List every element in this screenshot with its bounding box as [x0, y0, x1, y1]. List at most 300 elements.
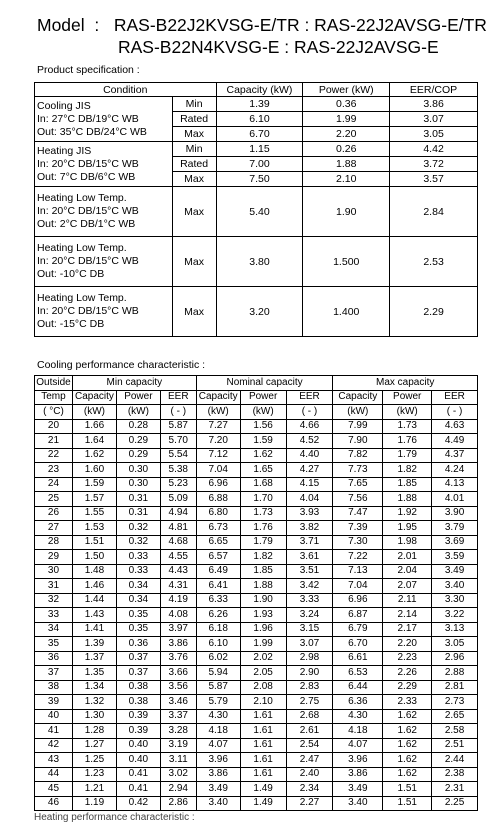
perf-value-cell: 0.39: [116, 724, 160, 739]
perf-value-cell: 5.94: [196, 666, 240, 681]
perf-group-header-row: [35, 376, 478, 391]
perf-value-cell: 3.79: [432, 521, 478, 536]
perf-value-cell: 3.24: [286, 608, 333, 623]
perf-value-cell: 3.86: [160, 637, 196, 652]
perf-sub-header: EER: [432, 390, 478, 405]
perf-value-cell: 4.01: [432, 492, 478, 507]
perf-value-cell: 3.46: [160, 695, 196, 710]
perf-title: Cooling performance characteristic :: [37, 359, 206, 371]
perf-value-cell: 7.20: [196, 434, 240, 449]
perf-value-cell: 0.34: [116, 579, 160, 594]
perf-value-cell: 2.27: [286, 796, 333, 811]
perf-value-cell: 1.48: [72, 564, 116, 579]
spec-value-cell: 1.99: [303, 112, 390, 127]
perf-value-cell: 1.61: [240, 753, 286, 768]
perf-value-cell: 7.12: [196, 448, 240, 463]
perf-value-cell: 7.04: [333, 579, 383, 594]
perf-value-cell: 5.09: [160, 492, 196, 507]
spec-condition-line: Cooling JIS: [37, 99, 91, 112]
perf-value-cell: 7.04: [196, 463, 240, 478]
perf-value-cell: 3.71: [286, 535, 333, 550]
perf-value-cell: 6.80: [196, 506, 240, 521]
perf-value-cell: 0.39: [116, 709, 160, 724]
perf-value-cell: 1.64: [72, 434, 116, 449]
perf-value-cell: 2.65: [432, 709, 478, 724]
perf-value-cell: 4.52: [286, 434, 333, 449]
perf-value-cell: 1.73: [383, 419, 432, 434]
perf-value-cell: 1.55: [72, 506, 116, 521]
perf-value-cell: 3.59: [432, 550, 478, 565]
spec-value-cell: 1.500: [303, 237, 390, 287]
spec-condition-line: Out: 2°C DB/1°C WB: [37, 218, 136, 230]
spec-value-cell: 2.20: [303, 127, 390, 142]
perf-value-cell: 3.02: [160, 767, 196, 782]
perf-value-cell: 4.18: [196, 724, 240, 739]
spec-level-cell: Max: [172, 287, 216, 337]
perf-value-cell: 1.41: [72, 622, 116, 637]
perf-row: [35, 506, 478, 521]
spec-value-cell: 3.20: [216, 287, 303, 337]
perf-value-cell: 1.19: [72, 796, 116, 811]
perf-temp-cell: 21: [35, 434, 73, 449]
perf-value-cell: 7.13: [333, 564, 383, 579]
perf-group-header: Outside: [35, 376, 73, 391]
perf-value-cell: 4.15: [286, 477, 333, 492]
perf-value-cell: 3.51: [286, 564, 333, 579]
spec-level-cell: Max: [172, 172, 216, 187]
perf-sub-header: Capacity: [72, 390, 116, 405]
spec-condition-line: Out: 35°C DB/24°C WB: [37, 125, 147, 138]
perf-value-cell: 1.79: [383, 448, 432, 463]
perf-value-cell: 4.68: [160, 535, 196, 550]
perf-value-cell: 1.61: [240, 738, 286, 753]
perf-value-cell: 2.94: [160, 782, 196, 797]
perf-value-cell: 1.49: [240, 782, 286, 797]
perf-value-cell: 1.51: [383, 796, 432, 811]
spec-value-cell: 6.70: [216, 127, 303, 142]
perf-value-cell: 2.29: [383, 680, 432, 695]
perf-value-cell: 0.35: [116, 622, 160, 637]
perf-value-cell: 0.33: [116, 564, 160, 579]
perf-value-cell: 2.02: [240, 651, 286, 666]
spec-value-cell: 4.42: [390, 142, 478, 157]
perf-temp-cell: 38: [35, 680, 73, 695]
perf-table: [34, 375, 478, 811]
perf-value-cell: 1.25: [72, 753, 116, 768]
perf-value-cell: 4.40: [286, 448, 333, 463]
perf-value-cell: 2.14: [383, 608, 432, 623]
perf-value-cell: 6.61: [333, 651, 383, 666]
perf-value-cell: 7.27: [196, 419, 240, 434]
spec-condition-line: In: 20°C DB/15°C WB: [37, 157, 139, 170]
perf-value-cell: 2.26: [383, 666, 432, 681]
perf-value-cell: 2.25: [432, 796, 478, 811]
perf-row: [35, 738, 478, 753]
perf-unit-header: ( - ): [432, 405, 478, 420]
perf-sub-header-row: [35, 390, 478, 405]
perf-value-cell: 3.19: [160, 738, 196, 753]
spec-value-cell: 5.40: [216, 187, 303, 237]
perf-value-cell: 1.90: [240, 593, 286, 608]
spec-value-cell: 7.50: [216, 172, 303, 187]
perf-value-cell: 1.43: [72, 608, 116, 623]
perf-value-cell: 5.70: [160, 434, 196, 449]
perf-row: [35, 622, 478, 637]
perf-value-cell: 6.44: [333, 680, 383, 695]
perf-unit-header: (kW): [383, 405, 432, 420]
spec-row: [35, 142, 478, 157]
spec-header-cell: EER/COP: [390, 83, 478, 97]
perf-value-cell: 0.32: [116, 521, 160, 536]
perf-row: [35, 521, 478, 536]
perf-value-cell: 3.37: [160, 709, 196, 724]
perf-value-cell: 1.88: [383, 492, 432, 507]
perf-temp-cell: 42: [35, 738, 73, 753]
perf-value-cell: 2.10: [240, 695, 286, 710]
perf-row: [35, 535, 478, 550]
spec-level-cell: Max: [172, 127, 216, 142]
perf-value-cell: 5.54: [160, 448, 196, 463]
perf-value-cell: 0.31: [116, 506, 160, 521]
perf-value-cell: 3.76: [160, 651, 196, 666]
perf-temp-cell: 33: [35, 608, 73, 623]
perf-value-cell: 1.79: [240, 535, 286, 550]
perf-temp-cell: 27: [35, 521, 73, 536]
perf-value-cell: 3.96: [333, 753, 383, 768]
perf-value-cell: 2.88: [432, 666, 478, 681]
perf-value-cell: 1.51: [383, 782, 432, 797]
perf-value-cell: 1.21: [72, 782, 116, 797]
perf-value-cell: 1.57: [72, 492, 116, 507]
perf-value-cell: 1.62: [383, 724, 432, 739]
perf-value-cell: 1.62: [240, 448, 286, 463]
perf-value-cell: 6.87: [333, 608, 383, 623]
perf-unit-header: (kW): [72, 405, 116, 420]
perf-value-cell: 1.28: [72, 724, 116, 739]
perf-value-cell: 0.40: [116, 753, 160, 768]
perf-value-cell: 2.86: [160, 796, 196, 811]
perf-value-cell: 0.41: [116, 767, 160, 782]
perf-value-cell: 2.61: [286, 724, 333, 739]
perf-value-cell: 4.27: [286, 463, 333, 478]
perf-value-cell: 2.75: [286, 695, 333, 710]
perf-value-cell: 3.82: [286, 521, 333, 536]
perf-value-cell: 4.30: [196, 709, 240, 724]
perf-value-cell: 3.22: [432, 608, 478, 623]
perf-temp-cell: 46: [35, 796, 73, 811]
spec-condition-line: Out: 7°C DB/6°C WB: [37, 170, 136, 183]
perf-temp-cell: 34: [35, 622, 73, 637]
perf-value-cell: 1.35: [72, 666, 116, 681]
perf-value-cell: 3.13: [432, 622, 478, 637]
perf-value-cell: 6.73: [196, 521, 240, 536]
perf-value-cell: 0.37: [116, 666, 160, 681]
perf-value-cell: 2.33: [383, 695, 432, 710]
spec-condition-line: Heating Low Temp.: [37, 242, 127, 254]
perf-unit-header: ( - ): [160, 405, 196, 420]
perf-temp-cell: 20: [35, 419, 73, 434]
perf-value-cell: 1.76: [240, 521, 286, 536]
model-line-1: Model : RAS-B22J2KVSG-E/TR : RAS-22J2AVSG-E/TR: [37, 15, 487, 35]
perf-row: [35, 651, 478, 666]
spec-condition-line: In: 27°C DB/19°C WB: [37, 112, 139, 125]
perf-value-cell: 6.10: [196, 637, 240, 652]
perf-row: [35, 767, 478, 782]
spec-level-cell: Max: [172, 187, 216, 237]
perf-value-cell: 4.66: [286, 419, 333, 434]
spec-row: [35, 187, 478, 237]
perf-value-cell: 2.90: [286, 666, 333, 681]
perf-value-cell: 7.82: [333, 448, 383, 463]
perf-value-cell: 3.97: [160, 622, 196, 637]
perf-temp-cell: 32: [35, 593, 73, 608]
spec-value-cell: 1.90: [303, 187, 390, 237]
perf-sub-header: Capacity: [333, 390, 383, 405]
perf-sub-header: EER: [160, 390, 196, 405]
perf-value-cell: 1.92: [383, 506, 432, 521]
perf-value-cell: 3.40: [333, 796, 383, 811]
perf-row: [35, 680, 478, 695]
perf-temp-cell: 43: [35, 753, 73, 768]
perf-value-cell: 2.51: [432, 738, 478, 753]
perf-row: [35, 666, 478, 681]
perf-value-cell: 6.88: [196, 492, 240, 507]
perf-unit-header: (kW): [196, 405, 240, 420]
spec-condition-line: In: 20°C DB/15°C WB: [37, 205, 139, 217]
perf-value-cell: 1.37: [72, 651, 116, 666]
perf-value-cell: 1.95: [383, 521, 432, 536]
perf-value-cell: 2.44: [432, 753, 478, 768]
spec-value-cell: 0.26: [303, 142, 390, 157]
perf-value-cell: 3.42: [286, 579, 333, 594]
perf-value-cell: 2.04: [383, 564, 432, 579]
perf-value-cell: 2.40: [286, 767, 333, 782]
perf-row: [35, 463, 478, 478]
perf-value-cell: 1.62: [383, 709, 432, 724]
spec-value-cell: 1.15: [216, 142, 303, 157]
spec-value-cell: 2.53: [390, 237, 478, 287]
perf-value-cell: 1.88: [240, 579, 286, 594]
spec-value-cell: 1.88: [303, 157, 390, 172]
perf-temp-cell: 24: [35, 477, 73, 492]
spec-table: [34, 82, 478, 337]
perf-value-cell: 0.36: [116, 637, 160, 652]
perf-value-cell: 2.54: [286, 738, 333, 753]
perf-value-cell: 1.60: [72, 463, 116, 478]
perf-value-cell: 5.79: [196, 695, 240, 710]
perf-value-cell: 7.56: [333, 492, 383, 507]
perf-value-cell: 1.53: [72, 521, 116, 536]
perf-sub-header: Capacity: [196, 390, 240, 405]
perf-value-cell: 7.99: [333, 419, 383, 434]
spec-value-cell: 1.400: [303, 287, 390, 337]
spec-condition-cell: [35, 237, 173, 287]
perf-temp-cell: 31: [35, 579, 73, 594]
perf-value-cell: 1.50: [72, 550, 116, 565]
spec-value-cell: 3.57: [390, 172, 478, 187]
perf-temp-cell: 45: [35, 782, 73, 797]
perf-value-cell: 3.49: [333, 782, 383, 797]
perf-value-cell: 6.49: [196, 564, 240, 579]
spec-value-cell: 2.10: [303, 172, 390, 187]
perf-temp-cell: 37: [35, 666, 73, 681]
spec-header-cell: Condition: [35, 83, 217, 97]
perf-value-cell: 4.24: [432, 463, 478, 478]
perf-sub-header: Power: [116, 390, 160, 405]
perf-value-cell: 4.55: [160, 550, 196, 565]
perf-value-cell: 0.38: [116, 680, 160, 695]
perf-value-cell: 6.26: [196, 608, 240, 623]
perf-value-cell: 5.87: [160, 419, 196, 434]
perf-value-cell: 4.08: [160, 608, 196, 623]
perf-value-cell: 3.49: [196, 782, 240, 797]
perf-temp-cell: 44: [35, 767, 73, 782]
perf-row: [35, 448, 478, 463]
perf-value-cell: 0.38: [116, 695, 160, 710]
spec-condition-line: In: 20°C DB/15°C WB: [37, 255, 139, 267]
perf-temp-cell: 39: [35, 695, 73, 710]
model-header: [37, 14, 487, 58]
perf-value-cell: 2.20: [383, 637, 432, 652]
perf-temp-cell: 36: [35, 651, 73, 666]
perf-value-cell: 0.35: [116, 608, 160, 623]
perf-value-cell: 4.81: [160, 521, 196, 536]
perf-value-cell: 1.62: [72, 448, 116, 463]
perf-value-cell: 2.98: [286, 651, 333, 666]
spec-value-cell: 3.80: [216, 237, 303, 287]
perf-value-cell: 2.08: [240, 680, 286, 695]
perf-row: [35, 796, 478, 811]
perf-value-cell: 1.62: [383, 738, 432, 753]
spec-title: Product specification :: [37, 64, 140, 76]
perf-row: [35, 564, 478, 579]
perf-value-cell: 3.90: [432, 506, 478, 521]
perf-value-cell: 7.39: [333, 521, 383, 536]
spec-value-cell: 3.72: [390, 157, 478, 172]
perf-value-cell: 2.11: [383, 593, 432, 608]
perf-value-cell: 7.90: [333, 434, 383, 449]
perf-sub-header: EER: [286, 390, 333, 405]
spec-value-cell: 7.00: [216, 157, 303, 172]
perf-temp-cell: 41: [35, 724, 73, 739]
perf-value-cell: 3.66: [160, 666, 196, 681]
perf-value-cell: 3.40: [196, 796, 240, 811]
perf-value-cell: 4.31: [160, 579, 196, 594]
spec-value-cell: 3.07: [390, 112, 478, 127]
perf-value-cell: 6.79: [333, 622, 383, 637]
perf-value-cell: 3.61: [286, 550, 333, 565]
perf-value-cell: 4.13: [432, 477, 478, 492]
perf-value-cell: 6.36: [333, 695, 383, 710]
perf-value-cell: 2.58: [432, 724, 478, 739]
perf-value-cell: 1.34: [72, 680, 116, 695]
perf-value-cell: 2.38: [432, 767, 478, 782]
spec-condition-line: Heating JIS: [37, 144, 92, 157]
perf-value-cell: 0.37: [116, 651, 160, 666]
spec-header-cell: Capacity (kW): [216, 83, 303, 97]
perf-value-cell: 1.32: [72, 695, 116, 710]
perf-value-cell: 2.01: [383, 550, 432, 565]
perf-value-cell: 3.56: [160, 680, 196, 695]
perf-value-cell: 1.96: [240, 622, 286, 637]
perf-value-cell: 0.30: [116, 477, 160, 492]
perf-value-cell: 0.28: [116, 419, 160, 434]
spec-header-cell: Power (kW): [303, 83, 390, 97]
perf-value-cell: 3.86: [196, 767, 240, 782]
perf-value-cell: 6.18: [196, 622, 240, 637]
perf-group-header: Max capacity: [333, 376, 478, 391]
perf-value-cell: 1.30: [72, 709, 116, 724]
perf-temp-cell: 28: [35, 535, 73, 550]
perf-temp-cell: 29: [35, 550, 73, 565]
perf-group-header: Min capacity: [72, 376, 196, 391]
perf-row: [35, 782, 478, 797]
spec-level-cell: Rated: [172, 157, 216, 172]
perf-value-cell: 0.31: [116, 492, 160, 507]
perf-value-cell: 0.33: [116, 550, 160, 565]
perf-value-cell: 7.30: [333, 535, 383, 550]
spec-value-cell: 2.84: [390, 187, 478, 237]
perf-value-cell: 5.38: [160, 463, 196, 478]
perf-value-cell: 0.41: [116, 782, 160, 797]
perf-value-cell: 6.96: [333, 593, 383, 608]
perf-value-cell: 1.99: [240, 637, 286, 652]
perf-value-cell: 6.57: [196, 550, 240, 565]
perf-value-cell: 1.85: [383, 477, 432, 492]
perf-row: [35, 724, 478, 739]
perf-value-cell: 1.98: [383, 535, 432, 550]
perf-value-cell: 6.33: [196, 593, 240, 608]
perf-value-cell: 1.68: [240, 477, 286, 492]
perf-value-cell: 2.83: [286, 680, 333, 695]
perf-value-cell: 4.07: [196, 738, 240, 753]
perf-unit-header-row: [35, 405, 478, 420]
spec-condition-line: Heating Low Temp.: [37, 192, 127, 204]
perf-sub-header: Power: [240, 390, 286, 405]
spec-value-cell: 2.29: [390, 287, 478, 337]
perf-value-cell: 0.32: [116, 535, 160, 550]
perf-value-cell: 2.31: [432, 782, 478, 797]
spec-condition-line: Heating Low Temp.: [37, 292, 127, 304]
perf-value-cell: 3.07: [286, 637, 333, 652]
spec-value-cell: 6.10: [216, 112, 303, 127]
perf-value-cell: 4.49: [432, 434, 478, 449]
perf-value-cell: 1.61: [240, 767, 286, 782]
perf-sub-header: Temp: [35, 390, 73, 405]
perf-value-cell: 1.62: [383, 767, 432, 782]
spec-value-cell: 1.39: [216, 97, 303, 112]
spec-row: [35, 97, 478, 112]
perf-value-cell: 5.23: [160, 477, 196, 492]
perf-unit-header: ( - ): [286, 405, 333, 420]
perf-value-cell: 3.49: [432, 564, 478, 579]
perf-row: [35, 579, 478, 594]
perf-temp-cell: 25: [35, 492, 73, 507]
perf-temp-cell: 30: [35, 564, 73, 579]
spec-row: [35, 287, 478, 337]
perf-value-cell: 1.61: [240, 724, 286, 739]
spec-condition-cell: [35, 287, 173, 337]
perf-value-cell: 6.53: [333, 666, 383, 681]
perf-value-cell: 6.70: [333, 637, 383, 652]
spec-condition-cell: [35, 187, 173, 237]
perf-value-cell: 3.30: [432, 593, 478, 608]
perf-temp-cell: 22: [35, 448, 73, 463]
perf-value-cell: 3.05: [432, 637, 478, 652]
perf-value-cell: 3.15: [286, 622, 333, 637]
perf-temp-cell: 40: [35, 709, 73, 724]
perf-value-cell: 6.02: [196, 651, 240, 666]
